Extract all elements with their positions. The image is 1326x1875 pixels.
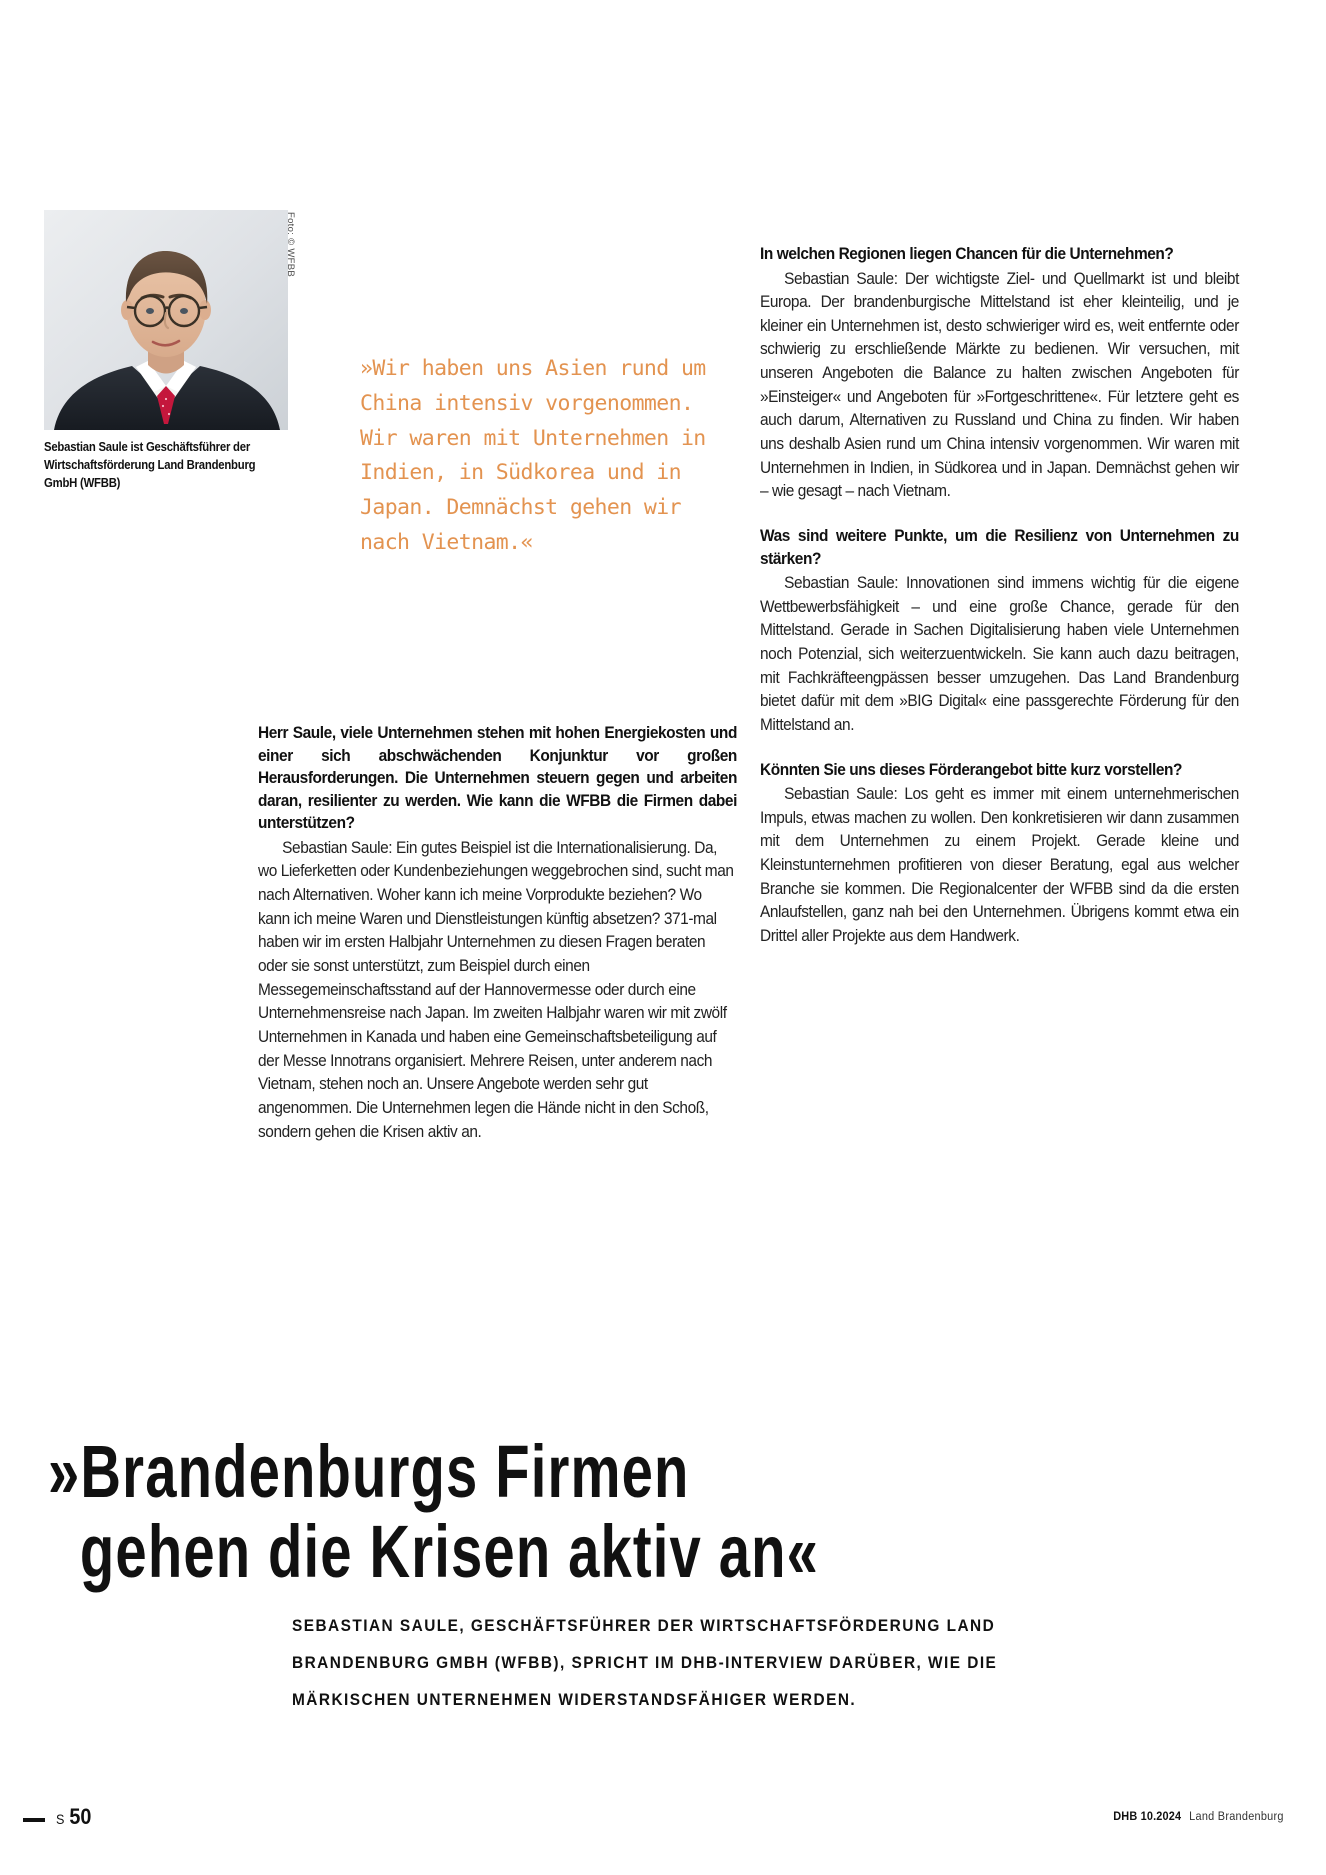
article-column-right	[760, 243, 1240, 948]
portrait-photo	[44, 210, 288, 430]
photo-credit: Foto: © WFBB	[285, 212, 296, 277]
footer-publication-info	[1114, 1809, 1284, 1823]
interview-question: Was sind weitere Punkte, um die Resilienz von Unternehmen zu stärken?	[760, 525, 1239, 568]
footer-issue: DHB 10.2024	[1113, 1809, 1182, 1823]
pull-quote: »Wir haben uns Asien rund um China intensiv vorgenommen. Wir waren mit Unternehmen in Indien, in Südkorea und in Japan. Demnächst gehen wir nach Vietnam.«	[360, 356, 706, 556]
footer-rule	[23, 1818, 45, 1822]
headline-line-2: gehen die Krisen aktiv an«	[79, 1509, 820, 1593]
interview-answer: Sebastian Saule: Innovationen sind immens wichtig für die eigene Wettbewerbsfähigkeit – und eine große Chance, gerade für den Mittelstand. Gerade in Sachen Digitalisierung haben viele Unternehmen noch Potenzial, sich weiterzuentwickeln. Sie kann auch dazu beitragen, mit Fachkräfteengpässen besser umzugehen. Das Land Brandenburg bietet dafür mit dem »BIG Digital« eine passgerechte Förderung für den Mittelstand an.	[760, 573, 1239, 734]
interview-answer: Sebastian Saule: Ein gutes Beispiel ist die Internationalisierung. Da, wo Lieferketten oder Kundenbeziehungen weggebrochen sind, sucht man nach Alternativen. Woher kann ich meine Vorprodukte beziehen? Wo kann ich meine Waren und Dienstleistungen künftig absetzen? 371-mal haben wir im ersten Halbjahr Unternehmen zu diesen Fragen beraten oder sie sonst unterstützt, zum Beispiel durch einen Messegemeinschaftsstand auf der Hannovermesse oder durch eine Unternehmensreise nach Japan. Im zweiten Halbjahr waren wir mit zwölf Unternehmen in Kanada und haben eine Gemeinschaftsbeteiligung auf der Messe Innotrans organisiert. Mehrere Reisen, unter anderem nach Vietnam, stehen noch an. Unsere Angebote werden sehr gut angenommen. Die Unternehmen legen die Hände nicht in den Schoß, sondern gehen die Krisen aktiv an.	[258, 837, 734, 1141]
headline-line-1: »Brandenburgs Firmen	[48, 1430, 690, 1513]
article-headline	[48, 1432, 990, 1592]
interview-question: In welchen Regionen liegen Chancen für die Unternehmen?	[760, 244, 1174, 263]
page-folio	[56, 1804, 91, 1830]
portrait-photo-block	[44, 210, 296, 493]
interview-answer: Sebastian Saule: Der wichtigste Ziel- und Quellmarkt ist und bleibt Europa. Der brandenburgische Mittelstand ist eher kleinteilig, und je kleiner ein Unternehmen ist, desto schwieriger wird es, weit entfernte oder schwierig zu erschließende Märkte zu bedienen. Wir versuchen, mit unseren Angeboten die Balance zu halten zwischen Angeboten für »Einsteiger« und Angeboten für »Fortgeschrittene«. Für letztere geht es auch darum, Alternativen zu Russland und China zu finden. Wir haben uns deshalb Asien rund um China intensiv vorgenommen. Wir waren mit Unternehmen in Indien, in Südkorea und in Japan. Demnächst gehen wir – wie gesagt – nach Vietnam.	[760, 268, 1239, 501]
interview-answer: Sebastian Saule: Los geht es immer mit einem unternehmerischen Impuls, etwas machen zu wollen. Den konkretisieren wir dann zusammen mit dem Unternehmen zu einem Projekt. Gerade kleine und Kleinstunternehmen profitieren von dieser Beratung, egal aus welcher Branche sie kommen. Die Regionalcenter der WFBB sind da die ersten Anlaufstellen, ganz nah bei den Unternehmen. Übrigens kommt etwa ein Drittel aller Projekte aus dem Handwerk.	[760, 784, 1239, 945]
article-column-left	[258, 722, 738, 1143]
footer-brand: Land Brandenburg	[1189, 1809, 1284, 1823]
portrait-illustration	[44, 210, 288, 430]
interview-question: Herr Saule, viele Unternehmen stehen mit hohen Energiekosten und einer sich abschwächenden Konjunktur vor großen Herausforderungen. Die Unternehmen steuern gegen und arbeiten daran, resilienter zu werden. Wie kann die WFBB die Firmen dabei unterstützen?	[258, 723, 737, 833]
interview-question: Könnten Sie uns dieses Förderangebot bitte kurz vorstellen?	[760, 759, 1183, 779]
folio-prefix: S	[56, 1811, 65, 1827]
photo-caption: Sebastian Saule ist Geschäftsführer der Wirtschaftsförderung Land Brandenburg GmbH (WFBB)	[44, 440, 256, 490]
article-subtitle: SEBASTIAN SAULE, GESCHÄFTSFÜHRER DER WIRTSCHAFTSFÖRDERUNG LAND BRANDENBURG GMBH (WFBB), SPRICHT IM DHB-INTERVIEW DARÜBER, WIE DIE MÄRKISCHEN UNTERNEHMEN WIDERSTANDSFÄHIGER WERDEN.	[292, 1617, 998, 1709]
page-footer	[0, 1798, 1326, 1838]
folio-number: 50	[69, 1804, 92, 1829]
